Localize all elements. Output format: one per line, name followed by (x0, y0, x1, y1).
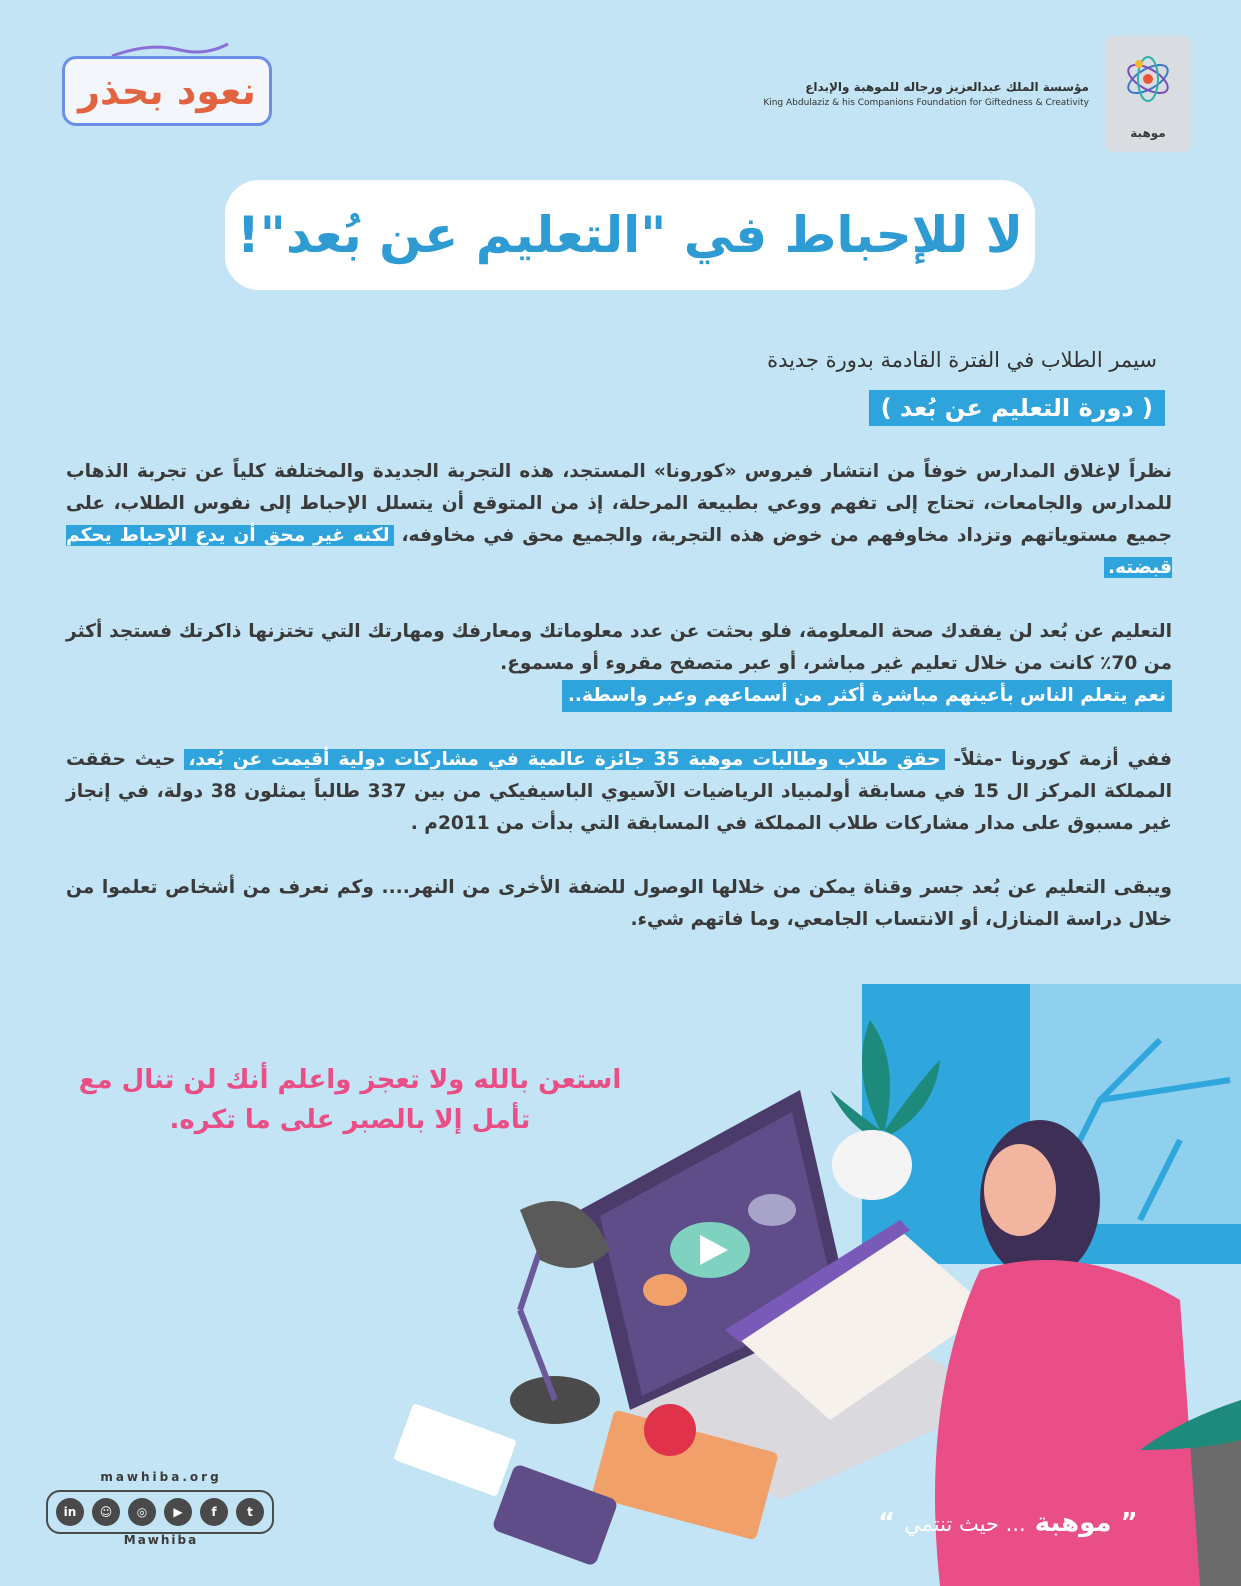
quote-line-2: تأمل إلا بالصبر على ما تكره. (169, 1105, 531, 1135)
chat-bubble-icon (643, 1274, 687, 1306)
slogan-brand: موهبة (1034, 1508, 1112, 1538)
instagram-icon[interactable]: ◎ (128, 1498, 156, 1526)
organization-header (751, 36, 1191, 156)
mawhiba-logo (1105, 36, 1191, 152)
organization-name-en: King Abdulaziz & his Companions Foundation for Giftedness & Creativity (763, 98, 1089, 108)
website-url[interactable]: mawhiba.org (100, 1470, 222, 1484)
organization-name-ar: مؤسسة الملك عبدالعزيز ورجاله للموهبة والإبداع (805, 80, 1089, 94)
slogan-close-quote: “ (878, 1508, 896, 1538)
campaign-logo (62, 56, 272, 126)
social-links-bar (46, 1490, 274, 1534)
course-name-tag: ( دورة التعليم عن بُعد ) (869, 390, 1165, 426)
paragraph-1 (66, 456, 1172, 584)
youtube-icon[interactable]: ▶ (164, 1498, 192, 1526)
slogan-tagline: ... حيث تنتمي (904, 1512, 1026, 1536)
paragraph-3 (66, 744, 1172, 840)
twitter-icon[interactable]: t (236, 1498, 264, 1526)
mawhiba-logo-label: موهبة (1130, 126, 1166, 140)
paragraph-3-end: حيث حققت المملكة المركز ال 15 في مسابقة أولمبياد الرياضيات الآسيوي الباسيفيكي من بين 337 طالباً يمثلون 38 دولة، في إنجاز غير مسبوق على مدار مشاركات طلاب المملكة في المسابقة التي بدأت من 2011م . (66, 749, 1172, 834)
paragraph-3-highlight: حقق طلاب وطالبات موهبة 35 جائزة عالمية في مشاركات دولية أقيمت عن بُعد، (184, 749, 944, 770)
campaign-logo-text: نعود بحذر (78, 69, 256, 113)
title-banner (225, 180, 1035, 290)
quote-line-1: استعن بالله ولا تعجز واعلم أنك لن تنال مع (78, 1065, 622, 1095)
snapchat-icon[interactable]: ☺ (92, 1498, 120, 1526)
paragraph-2-highlight: نعم يتعلم الناس بأعينهم مباشرة أكثر من أسماعهم وعبر واسطة.. (562, 680, 1172, 712)
paragraph-1-text: نظراً لإغلاق المدارس خوفاً من انتشار فيروس «كورونا» المستجد، هذه التجربة الجديدة والمختلفة كلياً عن تجربة الذهاب للمدارس والجامعات، تحتاج إلى تفهم ووعي بطبيعة المرحلة، إذ من المتوقع أن يتسلل الإحباط إلى نفوس الطلاب، على جميع مستوياتهم وتزداد مخاوفهم من خوض هذه التجربة، والجميع محق في مخاوفه، (66, 461, 1172, 546)
slogan-open-quote: ” (1120, 1508, 1138, 1538)
paragraph-2 (66, 616, 1172, 712)
paragraph-4: ويبقى التعليم عن بُعد جسر وقناة يمكن من خلالها الوصول للضفة الأخرى من النهر.... وكم نعرف من أشخاص تعلموا من خلال دراسة المنازل، أو الانتساب الجامعي، وما فاتهم شيء. (66, 877, 1172, 930)
intro-line: سيمر الطلاب في الفترة القادمة بدورة جديدة (767, 348, 1157, 372)
social-handle: Mawhiba (123, 1533, 199, 1547)
facebook-icon[interactable]: f (200, 1498, 228, 1526)
page-title: لا للإحباط في "التعليم عن بُعد"! (237, 206, 1023, 264)
linkedin-icon[interactable]: in (56, 1498, 84, 1526)
study-illustration (380, 980, 1241, 1586)
brand-slogan (878, 1508, 1138, 1538)
mawhiba-logo-icon (1121, 52, 1175, 106)
paragraph-3-start: ففي أزمة كورونا -مثلاً- (953, 749, 1172, 770)
plant-pot (832, 1130, 912, 1200)
paragraph-2-text: التعليم عن بُعد لن يفقدك صحة المعلومة، فلو بحثت عن عدد معلوماتك ومعارفك ومهارتك التي تختزنها ذاكرتك فستجد أكثر من 70٪ كانت من خلال تعليم غير مباشر، أو عبر متصفح مقروء أو مسموع. (66, 621, 1172, 674)
notebook (393, 1403, 517, 1497)
apple (644, 1404, 696, 1456)
woman-face (984, 1144, 1056, 1236)
paragraph-1-highlight: لكنه غير محق أن يدع الإحباط يحكم قبضته. (66, 525, 1172, 578)
